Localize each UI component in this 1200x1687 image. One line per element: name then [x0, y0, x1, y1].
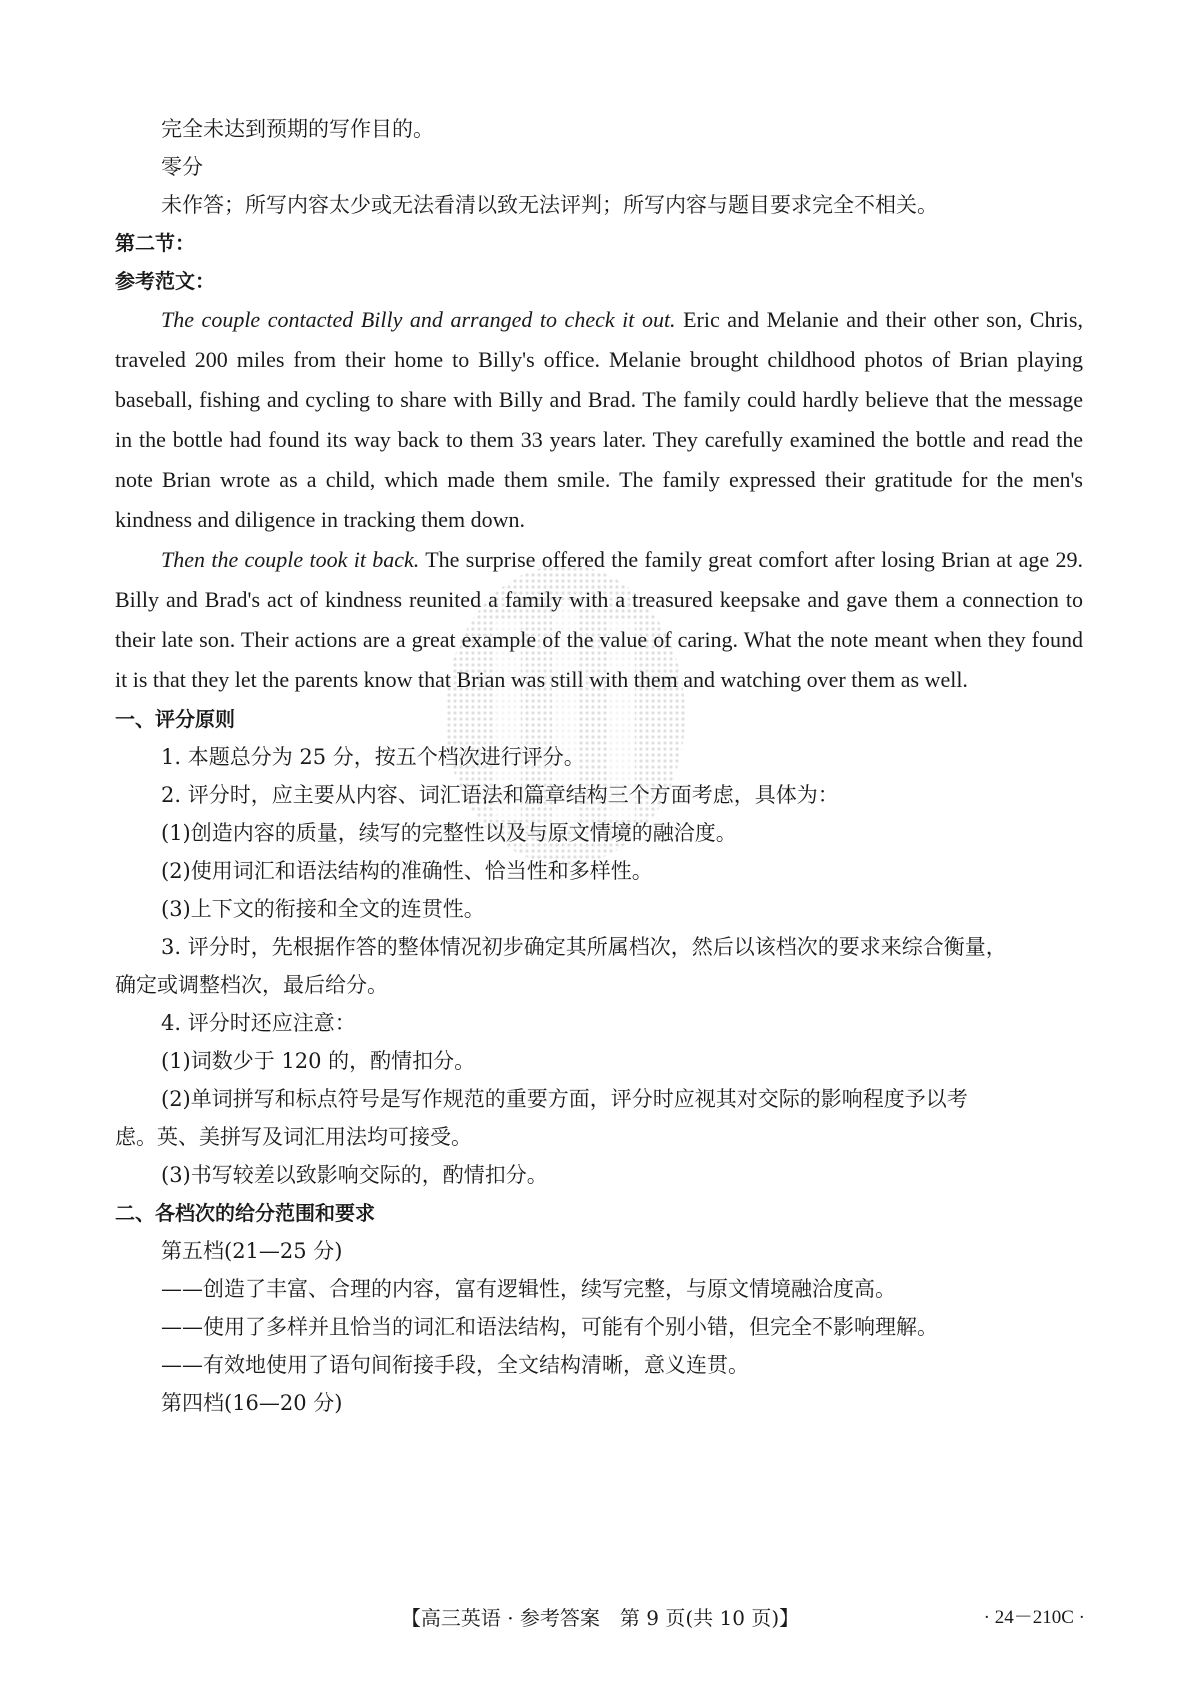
paragraph-opening: Then the couple took it back.: [161, 547, 420, 572]
paragraph-opening: The couple contacted Billy and arranged to check it out.: [161, 307, 676, 332]
principle-line: (3)书写较差以致影响交际的，酌情扣分。: [161, 1163, 548, 1187]
page-content: [115, 110, 1083, 1422]
paragraph-body: The surprise offered the family great comfort after losing Brian at age 29. Billy and Brad's act of kindness reunited a family with a treasured keepsake and gave them a connection to their late son. Their actions are a great example of the value of caring. What the note meant when they found it is that they let the parents know that Brian was still with them and watching over them as well.: [115, 547, 1083, 692]
principle-line: 4. 评分时还应注意：: [161, 1011, 356, 1035]
band-line: 第五档(21—25 分): [161, 1239, 343, 1263]
principle-line: 2. 评分时，应主要从内容、词汇语法和篇章结构三个方面考虑，具体为：: [161, 783, 839, 807]
band-line: ——有效地使用了语句间衔接手段，全文结构清晰，意义连贯。: [161, 1353, 749, 1377]
text-line: 完全未达到预期的写作目的。: [161, 117, 434, 141]
band-line: ——使用了多样并且恰当的词汇和语法结构，可能有个别小错，但完全不影响理解。: [161, 1315, 938, 1339]
principle-line: 虑。英、美拼写及词汇用法均可接受。: [115, 1125, 472, 1149]
principle-line: (1)词数少于 120 的，酌情扣分。: [161, 1049, 476, 1073]
principle-line: (2)单词拼写和标点符号是写作规范的重要方面，评分时应视其对交际的影响程度予以考: [161, 1087, 968, 1111]
footer-code: · 24－210C ·: [983, 1607, 1085, 1628]
sample-paragraph-2: [115, 540, 1083, 700]
principles-heading: 一、评分原则: [115, 707, 235, 731]
sample-paragraph-1: [115, 300, 1083, 540]
band-line: ——创造了丰富、合理的内容，富有逻辑性，续写完整，与原文情境融洽度高。: [161, 1277, 896, 1301]
principle-line: (3)上下文的衔接和全文的连贯性。: [161, 897, 485, 921]
sample-heading: 参考范文：: [115, 269, 215, 293]
principle-line: 1. 本题总分为 25 分，按五个档次进行评分。: [161, 745, 585, 769]
page-footer: [0, 1598, 1200, 1638]
footer-page-info: 【高三英语 · 参考答案 第 9 页(共 10 页)】: [400, 1606, 800, 1630]
principle-line: 确定或调整档次，最后给分。: [115, 973, 388, 997]
principle-line: (1)创造内容的质量，续写的完整性以及与原文情境的融洽度。: [161, 821, 737, 845]
principle-line: (2)使用词汇和语法结构的准确性、恰当性和多样性。: [161, 859, 653, 883]
principle-line: 3. 评分时，先根据作答的整体情况初步确定其所属档次，然后以该档次的要求来综合衡量，: [161, 935, 1007, 959]
section-heading: 第二节：: [115, 231, 195, 255]
band-line: 第四档(16—20 分): [161, 1391, 343, 1415]
paragraph-body: Eric and Melanie and their other son, Chris, traveled 200 miles from their home to Billy's office. Melanie brought childhood photos of Brian playing baseball, fishing and cycling to share with Billy and Brad. The family could hardly believe that the message in the bottle had found its way back to them 33 years later. They carefully examined the bottle and read the note Brian wrote as a child, which made them smile. The family expressed their gratitude for the men's kindness and diligence in tracking them down.: [115, 307, 1083, 532]
text-line: 零分: [161, 155, 203, 179]
bands-heading: 二、各档次的给分范围和要求: [115, 1201, 375, 1225]
text-line: 未作答；所写内容太少或无法看清以致无法评判；所写内容与题目要求完全不相关。: [161, 193, 938, 217]
